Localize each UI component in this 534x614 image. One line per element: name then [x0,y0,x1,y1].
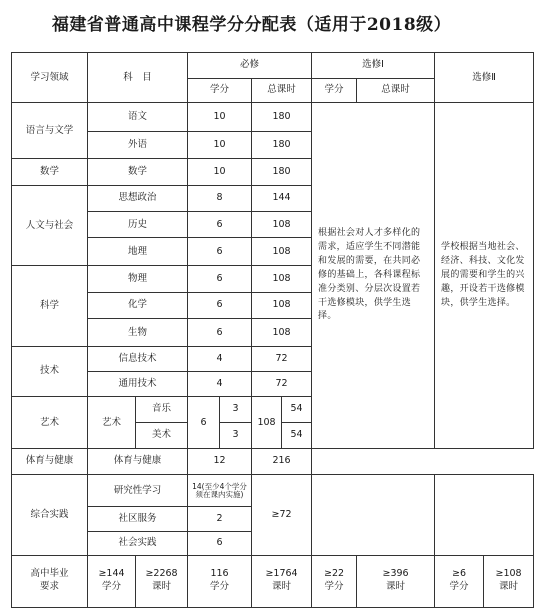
subject-cell: 语文 [88,103,188,132]
hours-cell: ≥72 [252,474,312,555]
credits-cell: 14(至少4个学分须在课内实施) [188,474,252,507]
table-row [12,474,534,507]
hours-cell: 72 [252,346,312,372]
credits-cell: 6 [188,532,252,556]
credits-music: 3 [220,396,252,422]
table-row [12,449,534,475]
header-elective1-credits: 学分 [312,78,357,103]
header-subject: 科 目 [88,53,188,103]
graduation-required-hours: ≥1764 课时 [252,555,312,607]
credits-cell: 8 [188,186,252,212]
credits-total: 6 [188,396,220,448]
domain-cell: 数学 [12,159,88,186]
subject-cell: 地理 [88,238,188,266]
subject-cell: 体育与健康 [88,449,188,475]
domain-cell: 技术 [12,346,88,396]
table-row [12,103,534,132]
hours-cell: 180 [252,131,312,159]
credit-allocation-table [11,52,534,608]
elective-2-blank [435,474,534,555]
header-elective-1: 选修Ⅰ [312,53,435,79]
hours-cell: 108 [252,292,312,319]
subject-cell: 社会实践 [88,532,188,556]
elective-1-note-text: 根据社会对人才多样化的需求，适应学生不同潜能和发展的需要，在共同必修的基础上，各科课程标准分类别、分层次设置若干选修模块，供学生选择。 [318,227,421,322]
subject-fine-art: 美术 [136,422,188,449]
graduation-elective1-hours: ≥396 课时 [357,555,435,607]
graduation-elective2-hours: ≥108 课时 [484,555,534,607]
subject-cell: 研究性学习 [88,474,188,507]
credits-cell: 4 [188,372,252,397]
subject-cell: 通用技术 [88,372,188,397]
header-elective-2: 选修Ⅱ [435,53,534,103]
elective-1-note [312,103,435,449]
header-domain: 学习领域 [12,53,88,103]
subject-music: 音乐 [136,396,188,422]
hours-music: 54 [282,396,312,422]
subject-cell: 社区服务 [88,507,188,532]
elective-2-note [435,103,534,449]
credits-cell: 4 [188,346,252,372]
header-required: 必修 [188,53,312,79]
hours-cell: 144 [252,186,312,212]
subject-cell: 历史 [88,211,188,238]
domain-cell: 综合实践 [12,474,88,555]
subject-cell: 外语 [88,131,188,159]
graduation-elective2-credits: ≥6 学分 [435,555,484,607]
credits-cell: 2 [188,507,252,532]
header-required-credits: 学分 [188,78,252,103]
domain-cell: 人文与社会 [12,186,88,266]
hours-cell: 216 [252,449,312,475]
elective-1-blank [312,474,435,555]
credits-cell: 10 [188,159,252,186]
graduation-elective1-credits: ≥22 学分 [312,555,357,607]
hours-cell: 72 [252,372,312,397]
graduation-row [12,555,534,607]
graduation-label: 高中毕业 要求 [12,555,88,607]
table-header-row [12,53,534,79]
page-title: 福建省普通高中课程学分分配表（适用于2018级） [51,15,452,35]
hours-cell: 108 [252,265,312,292]
header-required-hours: 总课时 [252,78,312,103]
subject-cell: 信息技术 [88,346,188,372]
subject-cell: 物理 [88,265,188,292]
hours-total: 108 [252,396,282,448]
subject-cell: 艺术 [88,396,136,448]
credits-cell: 6 [188,238,252,266]
subject-cell: 思想政治 [88,186,188,212]
graduation-min-hours: ≥2268 课时 [136,555,188,607]
graduation-min-credits: ≥144 学分 [88,555,136,607]
domain-cell: 科学 [12,265,88,346]
hours-cell: 108 [252,238,312,266]
header-elective1-hours: 总课时 [357,78,435,103]
subject-cell: 生物 [88,319,188,347]
credits-cell: 10 [188,131,252,159]
hours-cell: 180 [252,159,312,186]
domain-cell: 语言与文学 [12,103,88,159]
credits-cell: 6 [188,265,252,292]
credits-fine-art: 3 [220,422,252,449]
credits-cell: 10 [188,103,252,132]
hours-cell: 108 [252,211,312,238]
domain-cell: 艺术 [12,396,88,448]
credits-cell: 6 [188,211,252,238]
hours-fine-art: 54 [282,422,312,449]
hours-cell: 180 [252,103,312,132]
credits-cell: 12 [188,449,252,475]
hours-cell: 108 [252,319,312,347]
credits-cell: 6 [188,319,252,347]
subject-cell: 化学 [88,292,188,319]
graduation-required-credits: 116 学分 [188,555,252,607]
credits-cell: 6 [188,292,252,319]
domain-cell: 体育与健康 [12,449,88,475]
elective-2-note-text: 学校根据当地社会、经济、科技、文化发展的需要和学生的兴趣，开设若干选修模块，供学生选择。 [441,241,525,308]
subject-cell: 数学 [88,159,188,186]
